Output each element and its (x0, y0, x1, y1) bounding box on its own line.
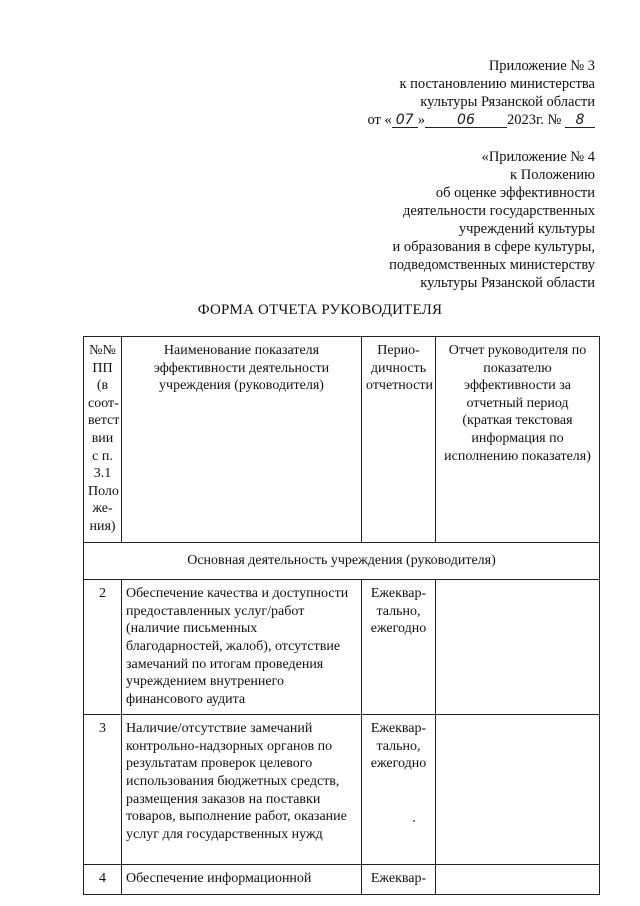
annex-4-line: деятельности государственных (403, 203, 595, 219)
date-year-suffix: 2023г. № (506, 112, 562, 128)
row-number: 2 (84, 580, 122, 715)
row-report-cell (436, 580, 600, 715)
resolution-date-line (367, 111, 595, 129)
annex-4-line: культуры Рязанской области (420, 275, 595, 291)
header-report: Отчет руководителя по показателю эффективности за отчетный период (краткая текстовая информация по исполнению показателя) (436, 337, 600, 543)
date-day-field: 07 (392, 113, 418, 128)
row-indicator-name: Обеспечение качества и доступности предоставленных услуг/работ (наличие письменных благодарностей, жалоб), отсутствие замечаний по итогам проведения учреждением внутреннего финансового аудита (122, 580, 362, 715)
header-indicator-name: Наименование показателя эффективности деятельности учреждения (руководителя) (122, 337, 362, 543)
date-month-field: 06 (425, 113, 507, 128)
table-header-row (84, 337, 600, 543)
annex-4-line: об оценке эффективности (435, 185, 595, 201)
table-row (84, 715, 600, 865)
annex-4-line: учреждений культуры (458, 221, 595, 237)
row-report-cell (436, 865, 600, 895)
row-indicator-name: Обеспечение информационной (122, 865, 362, 895)
annex-4-line: к Положению (510, 167, 595, 183)
table-row (84, 580, 600, 715)
row-periodicity: Ежеквар-тально, ежегодно (362, 715, 436, 865)
date-quote-close: » (417, 112, 425, 128)
annex-4-line: и образования в сфере культуры, (392, 239, 595, 255)
annex-4-line: «Приложение № 4 (481, 149, 595, 165)
section-row (84, 542, 600, 580)
header-periodicity: Перио-дичность отчетности (362, 337, 436, 543)
row-indicator-name: Наличие/отсутствие замечаний контрольно-надзорных органов по результатам проверок целевого использования бюджетных средств, размещения заказов на поставки товаров, выполнение работ, оказание услуг для государственных нужд (122, 715, 362, 865)
annex-3-line: к постановлению министерства (399, 76, 595, 92)
document-number-field: 8 (565, 113, 595, 128)
row-report-cell (436, 715, 600, 865)
row-periodicity: Ежеквар- (362, 865, 436, 895)
annex-3-line: Приложение № 3 (488, 58, 595, 74)
annex-3-reference (367, 57, 595, 129)
scan-speck (413, 820, 415, 822)
row-number: 4 (84, 865, 122, 895)
report-table (83, 336, 600, 895)
header-number: №№ ПП (в соот-ветст вии с п. 3.1 Поло же-ния) (84, 337, 122, 543)
section-title: Основная деятельность учреждения (руководителя) (84, 542, 600, 580)
date-prefix: от « (367, 112, 392, 128)
table-row (84, 865, 600, 895)
annex-4-line: подведомственных министерству (389, 257, 595, 273)
annex-3-line: культуры Рязанской области (420, 94, 595, 110)
annex-4-reference (389, 148, 595, 292)
row-number: 3 (84, 715, 122, 865)
row-periodicity: Ежеквар-тально, ежегодно (362, 580, 436, 715)
form-title: ФОРМА ОТЧЕТА РУКОВОДИТЕЛЯ (197, 302, 443, 318)
